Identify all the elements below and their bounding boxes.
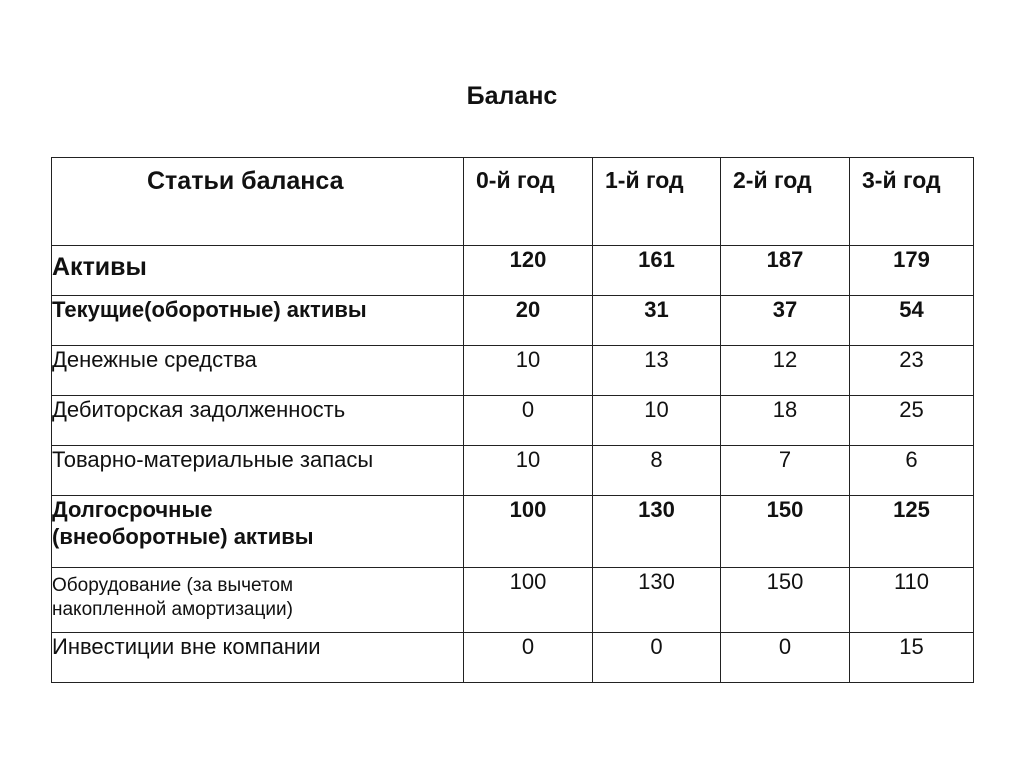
header-year-0: 0-й год [464,158,593,246]
page-title: Баланс [466,82,558,110]
cell-value: 10 [464,446,593,496]
row-label [52,568,464,633]
cell-value: 0 [464,633,593,683]
cell-value: 100 [464,568,593,633]
cell-value: 7 [721,446,850,496]
cell-value: 15 [850,633,974,683]
cell-value: 125 [850,496,974,568]
table-row [52,246,974,296]
balance-table [51,157,974,683]
row-label-line: накопленной амортизации) [52,599,293,620]
cell-value: 130 [593,568,721,633]
cell-value: 120 [464,246,593,296]
row-label-line: (внеоборотные) активы [52,524,314,549]
row-label: Текущие(оборотные) активы [52,296,464,346]
table-row [52,396,974,446]
cell-value: 13 [593,346,721,396]
table-row [52,296,974,346]
table-row [52,496,974,568]
row-label: Активы [52,246,464,296]
row-label: Дебиторская задолженность [52,396,464,446]
header-year-3: 3-й год [850,158,974,246]
table-row [52,446,974,496]
table-row [52,633,974,683]
row-label: Инвестиции вне компании [52,633,464,683]
cell-value: 25 [850,396,974,446]
cell-value: 20 [464,296,593,346]
cell-value: 31 [593,296,721,346]
header-year-1: 1-й год [593,158,721,246]
cell-value: 150 [721,568,850,633]
cell-value: 23 [850,346,974,396]
row-label-line: Оборудование (за вычетом [52,575,294,596]
cell-value: 6 [850,446,974,496]
cell-value: 179 [850,246,974,296]
cell-value: 18 [721,396,850,446]
header-year-2: 2-й год [721,158,850,246]
cell-value: 12 [721,346,850,396]
cell-value: 100 [464,496,593,568]
cell-value: 187 [721,246,850,296]
table-row [52,346,974,396]
row-label [52,496,464,568]
cell-value: 161 [593,246,721,296]
cell-value: 110 [850,568,974,633]
row-label: Денежные средства [52,346,464,396]
cell-value: 10 [593,396,721,446]
cell-value: 0 [593,633,721,683]
cell-value: 150 [721,496,850,568]
row-label: Товарно-материальные запасы [52,446,464,496]
cell-value: 54 [850,296,974,346]
table-header-row [52,158,974,246]
row-label-line: Долгосрочные [52,497,213,522]
cell-value: 8 [593,446,721,496]
header-items: Статьи баланса [52,158,464,246]
cell-value: 130 [593,496,721,568]
table-row [52,568,974,633]
cell-value: 10 [464,346,593,396]
cell-value: 0 [721,633,850,683]
cell-value: 0 [464,396,593,446]
cell-value: 37 [721,296,850,346]
